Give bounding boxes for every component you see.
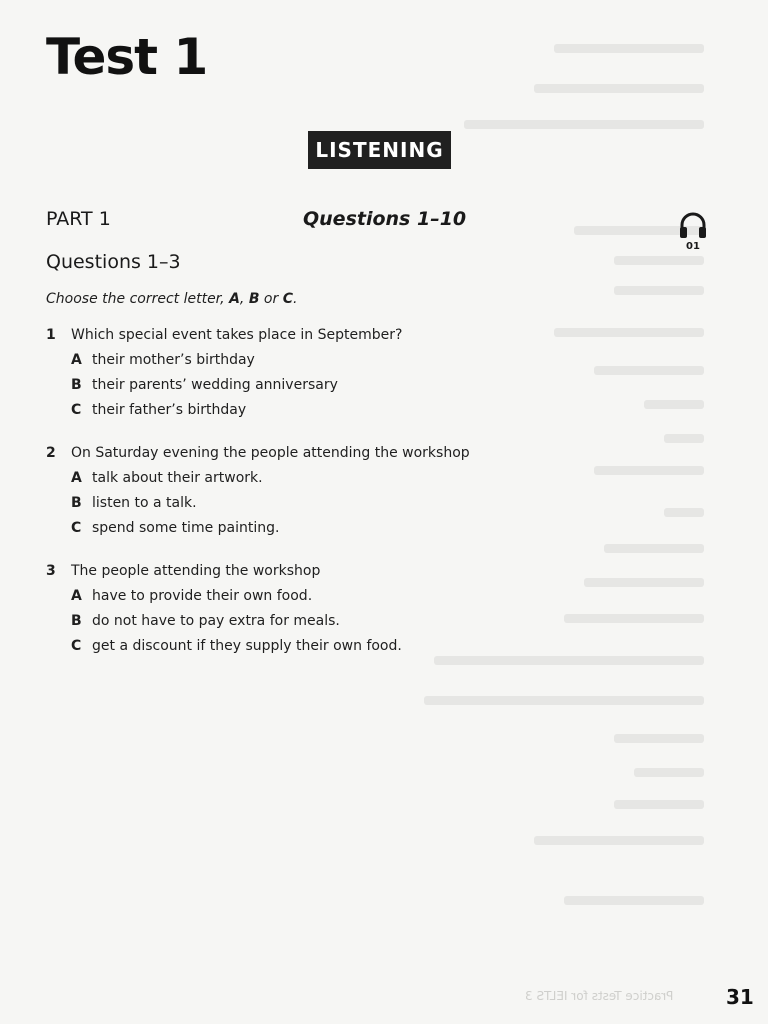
answer-option[interactable] <box>71 470 263 486</box>
answer-option[interactable] <box>71 638 402 654</box>
option-letter: C <box>71 638 82 654</box>
option-letter: B <box>71 377 82 393</box>
answer-option[interactable] <box>71 520 279 536</box>
option-text: spend some time painting. <box>92 520 280 536</box>
reverse-page-bleed-through <box>424 30 704 930</box>
question-number: 1 <box>46 327 56 343</box>
option-letter: B <box>71 613 82 629</box>
option-text: do not have to pay extra for meals. <box>92 613 340 629</box>
page-number: 31 <box>726 985 754 1009</box>
section-label: LISTENING <box>315 138 444 162</box>
option-letter: C <box>71 520 82 536</box>
section-badge <box>308 131 451 169</box>
answer-option[interactable] <box>71 588 312 604</box>
option-text: their mother’s birthday <box>92 352 255 368</box>
question-stem: The people attending the workshop <box>71 563 321 579</box>
instruction-text: Choose the correct letter, A, B or C. <box>46 291 298 307</box>
option-text: their parents’ wedding anniversary <box>92 377 338 393</box>
question-stem: Which special event takes place in September? <box>71 327 403 343</box>
option-letter: A <box>71 352 82 368</box>
answer-option[interactable] <box>71 495 197 511</box>
option-letter: A <box>71 588 82 604</box>
questions-range-heading: Questions 1–10 <box>303 208 467 230</box>
audio-track-number: 01 <box>686 241 700 252</box>
option-letter: B <box>71 495 82 511</box>
option-text: get a discount if they supply their own food. <box>92 638 402 654</box>
answer-option[interactable] <box>71 377 338 393</box>
option-text: talk about their artwork. <box>92 470 263 486</box>
option-text: listen to a talk. <box>92 495 197 511</box>
answer-option[interactable] <box>71 352 255 368</box>
answer-option[interactable] <box>71 402 246 418</box>
option-text: their father’s birthday <box>92 402 247 418</box>
question-number: 3 <box>46 563 56 579</box>
question-group-title: Questions 1–3 <box>46 251 181 273</box>
option-letter: A <box>71 470 82 486</box>
test-title: Test 1 <box>46 28 208 86</box>
question-stem: On Saturday evening the people attending the workshop <box>71 445 470 461</box>
question-number: 2 <box>46 445 56 461</box>
option-text: have to provide their own food. <box>92 588 313 604</box>
part-label: PART 1 <box>46 208 111 230</box>
option-letter: C <box>71 402 82 418</box>
headphones-icon <box>678 212 708 240</box>
answer-option[interactable] <box>71 613 340 629</box>
footer-book-title: Practice Tests for IELTS 3 <box>525 989 674 1003</box>
